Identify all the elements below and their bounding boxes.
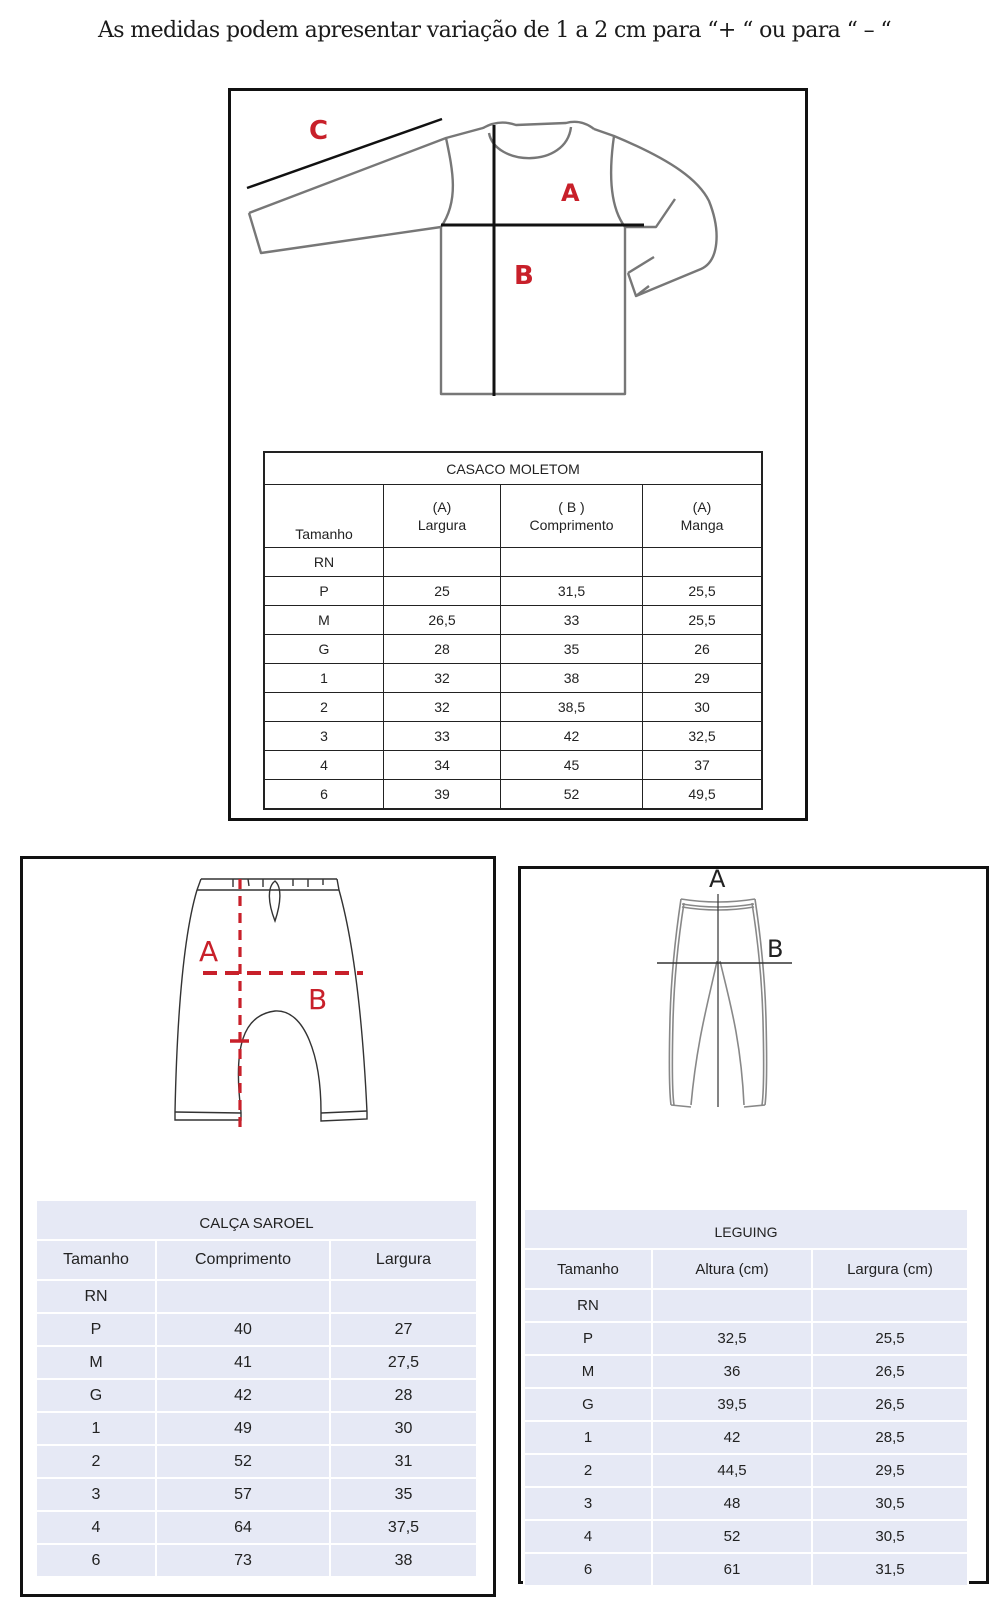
- value-cell: 52: [652, 1520, 812, 1553]
- col-header-altura: Altura (cm): [652, 1249, 812, 1289]
- size-cell: 4: [264, 751, 384, 780]
- size-cell: 1: [36, 1412, 156, 1445]
- size-cell: 1: [264, 664, 384, 693]
- value-cell: [652, 1289, 812, 1322]
- value-cell: 42: [652, 1421, 812, 1454]
- size-cell: P: [524, 1322, 652, 1355]
- value-cell: 28: [330, 1379, 477, 1412]
- size-cell: 3: [36, 1478, 156, 1511]
- table-row: [264, 751, 762, 780]
- col-header-largura: Largura (cm): [812, 1249, 968, 1289]
- size-cell: RN: [36, 1280, 156, 1313]
- value-cell: 37: [643, 751, 763, 780]
- value-cell: 27: [330, 1313, 477, 1346]
- table-row: [264, 635, 762, 664]
- value-cell: 31,5: [812, 1553, 968, 1586]
- value-cell: 27,5: [330, 1346, 477, 1379]
- value-cell: 28: [384, 635, 501, 664]
- table-row: [264, 577, 762, 606]
- value-cell: 41: [156, 1346, 330, 1379]
- table-row: [36, 1412, 477, 1445]
- size-cell: M: [36, 1346, 156, 1379]
- table-row: [524, 1289, 968, 1322]
- value-cell: [643, 548, 763, 577]
- label-b: B: [514, 261, 534, 291]
- table-title: CALÇA SAROEL: [36, 1200, 477, 1240]
- label-a: A: [561, 179, 580, 207]
- variation-notice: As medidas podem apresentar variação de 1 a 2 cm para “+ “ ou para “ – “: [97, 18, 892, 43]
- col-header-tamanho: Tamanho: [36, 1240, 156, 1280]
- size-cell: P: [36, 1313, 156, 1346]
- value-cell: 39,5: [652, 1388, 812, 1421]
- table-row: [524, 1421, 968, 1454]
- value-cell: 30: [643, 693, 763, 722]
- value-cell: 36: [652, 1355, 812, 1388]
- table-row: [264, 606, 762, 635]
- label-b: B: [767, 935, 784, 963]
- value-cell: 26,5: [384, 606, 501, 635]
- size-cell: 3: [264, 722, 384, 751]
- value-cell: 26,5: [812, 1355, 968, 1388]
- table-row: [524, 1487, 968, 1520]
- size-cell: 4: [36, 1511, 156, 1544]
- table-row: [524, 1553, 968, 1586]
- value-cell: 45: [501, 751, 643, 780]
- table-title: LEGUING: [524, 1209, 968, 1249]
- size-cell: 4: [524, 1520, 652, 1553]
- size-cell: RN: [524, 1289, 652, 1322]
- size-cell: 3: [524, 1487, 652, 1520]
- value-cell: 64: [156, 1511, 330, 1544]
- value-cell: 32,5: [652, 1322, 812, 1355]
- table-row: [524, 1355, 968, 1388]
- value-cell: 33: [384, 722, 501, 751]
- value-cell: 73: [156, 1544, 330, 1577]
- value-cell: [501, 548, 643, 577]
- table-row: [36, 1280, 477, 1313]
- value-cell: 49: [156, 1412, 330, 1445]
- saroel-pants-illustration: [163, 867, 373, 1127]
- value-cell: 40: [156, 1313, 330, 1346]
- label-c: C: [309, 116, 329, 146]
- calca-saroel-panel: [20, 856, 496, 1597]
- table-row: [36, 1478, 477, 1511]
- saroel-size-table: [35, 1199, 478, 1578]
- table-row: [264, 722, 762, 751]
- table-title: CASACO MOLETOM: [264, 452, 762, 485]
- value-cell: 35: [330, 1478, 477, 1511]
- value-cell: [384, 548, 501, 577]
- size-cell: M: [524, 1355, 652, 1388]
- size-cell: M: [264, 606, 384, 635]
- value-cell: [156, 1280, 330, 1313]
- col-header-comprimento: Comprimento: [156, 1240, 330, 1280]
- table-row: [524, 1520, 968, 1553]
- value-cell: 42: [501, 722, 643, 751]
- value-cell: 29,5: [812, 1454, 968, 1487]
- value-cell: 25,5: [812, 1322, 968, 1355]
- value-cell: 57: [156, 1478, 330, 1511]
- leggings-illustration: [651, 869, 801, 1119]
- value-cell: 29: [643, 664, 763, 693]
- size-cell: 2: [524, 1454, 652, 1487]
- value-cell: 52: [156, 1445, 330, 1478]
- size-cell: 2: [264, 693, 384, 722]
- leguing-size-table: [523, 1208, 969, 1587]
- size-cell: RN: [264, 548, 384, 577]
- value-cell: 30: [330, 1412, 477, 1445]
- value-cell: 30,5: [812, 1520, 968, 1553]
- table-row: [36, 1379, 477, 1412]
- value-cell: 31,5: [501, 577, 643, 606]
- value-cell: 48: [652, 1487, 812, 1520]
- value-cell: 42: [156, 1379, 330, 1412]
- value-cell: 26,5: [812, 1388, 968, 1421]
- size-cell: 6: [524, 1553, 652, 1586]
- table-row: [36, 1544, 477, 1577]
- value-cell: 49,5: [643, 780, 763, 810]
- value-cell: 35: [501, 635, 643, 664]
- col-header-largura: Largura: [330, 1240, 477, 1280]
- size-cell: G: [524, 1388, 652, 1421]
- value-cell: [330, 1280, 477, 1313]
- table-row: [36, 1346, 477, 1379]
- value-cell: 32,5: [643, 722, 763, 751]
- casaco-moletom-panel: [228, 88, 808, 821]
- value-cell: 25,5: [643, 606, 763, 635]
- value-cell: 32: [384, 664, 501, 693]
- value-cell: 37,5: [330, 1511, 477, 1544]
- size-cell: G: [264, 635, 384, 664]
- value-cell: 26: [643, 635, 763, 664]
- table-row: [36, 1511, 477, 1544]
- size-cell: 2: [36, 1445, 156, 1478]
- table-row: [264, 780, 762, 810]
- value-cell: 39: [384, 780, 501, 810]
- sweater-illustration: [231, 91, 805, 411]
- casaco-size-table: [263, 451, 763, 810]
- col-header-largura: (A) Largura: [384, 485, 501, 548]
- value-cell: 32: [384, 693, 501, 722]
- table-row: [524, 1322, 968, 1355]
- value-cell: 44,5: [652, 1454, 812, 1487]
- table-row: [524, 1454, 968, 1487]
- table-row: [264, 548, 762, 577]
- label-a: A: [199, 935, 219, 968]
- col-header-manga: (A) Manga: [643, 485, 763, 548]
- value-cell: 38: [501, 664, 643, 693]
- col-header-tamanho: Tamanho: [264, 485, 384, 548]
- leguing-panel: [518, 866, 989, 1584]
- table-row: [36, 1313, 477, 1346]
- size-cell: 1: [524, 1421, 652, 1454]
- value-cell: 28,5: [812, 1421, 968, 1454]
- table-row: [264, 693, 762, 722]
- value-cell: 34: [384, 751, 501, 780]
- col-header-comprimento: ( B ) Comprimento: [501, 485, 643, 548]
- table-row: [36, 1445, 477, 1478]
- size-cell: 6: [264, 780, 384, 810]
- table-row: [524, 1388, 968, 1421]
- size-cell: 6: [36, 1544, 156, 1577]
- label-a: A: [709, 869, 726, 893]
- value-cell: 30,5: [812, 1487, 968, 1520]
- size-cell: P: [264, 577, 384, 606]
- value-cell: 52: [501, 780, 643, 810]
- value-cell: 61: [652, 1553, 812, 1586]
- label-b: B: [308, 983, 328, 1016]
- value-cell: 38,5: [501, 693, 643, 722]
- value-cell: 25: [384, 577, 501, 606]
- col-header-tamanho: Tamanho: [524, 1249, 652, 1289]
- value-cell: 31: [330, 1445, 477, 1478]
- value-cell: 38: [330, 1544, 477, 1577]
- size-cell: G: [36, 1379, 156, 1412]
- value-cell: 33: [501, 606, 643, 635]
- table-row: [264, 664, 762, 693]
- value-cell: [812, 1289, 968, 1322]
- value-cell: 25,5: [643, 577, 763, 606]
